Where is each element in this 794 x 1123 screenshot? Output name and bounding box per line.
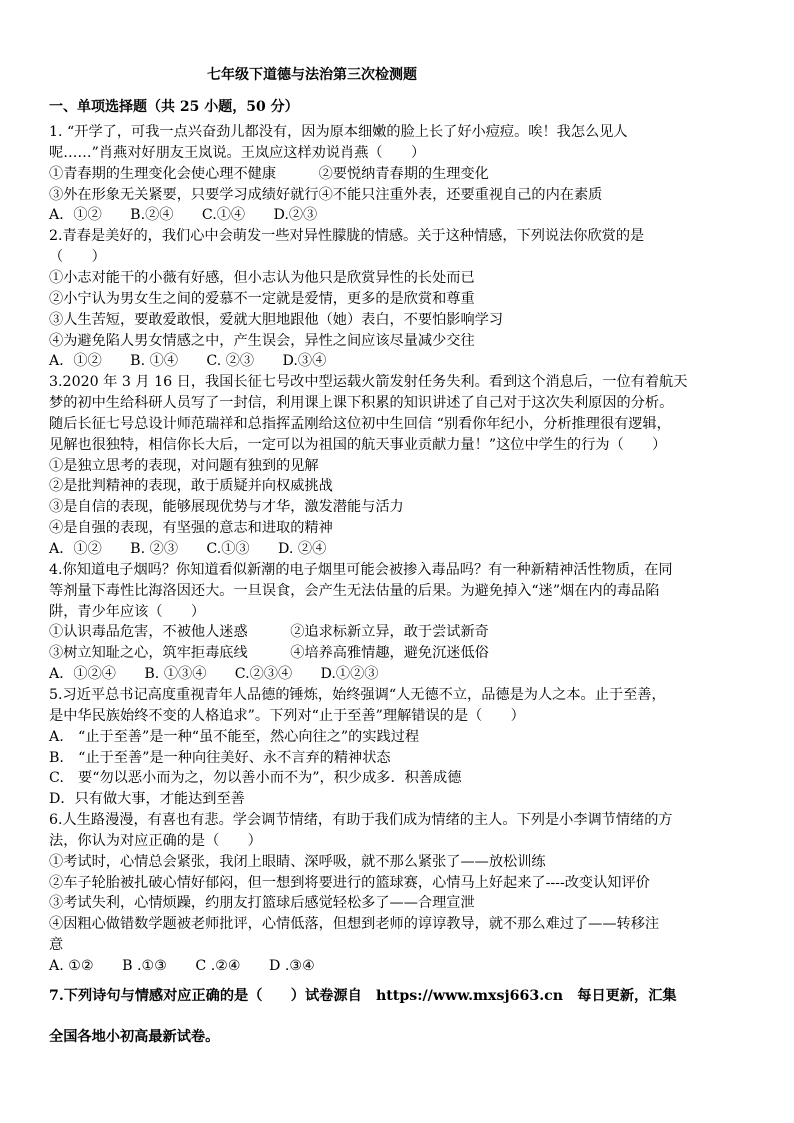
text-line: ①青春期的生理变化会使心理不健康 ②要悦纳青春期的生理变化 bbox=[49, 165, 489, 182]
text-line: A．①②④ B. ①③④ C.②③④ D.①②③ bbox=[49, 666, 379, 683]
text-line: D．只有做大事，才能达到至善 bbox=[49, 791, 245, 808]
text-line: ②是批判精神的表现，敢于质疑并向权威挑战 bbox=[49, 478, 333, 495]
text-line: ③外在形象无关紧要，只要学习成绩好就行④不能只注重外表，还要重视自己的内在素质 bbox=[49, 186, 603, 203]
text-line: ③考试失利，心情烦躁，约朋友打篮球后感觉轻松多了——合理宣泄 bbox=[49, 895, 475, 912]
text-line: ③树立知耻之心，筑牢拒毒底线 ④培养高雅情趣，避免沉迷低俗 bbox=[49, 645, 489, 662]
text-line: ②小宁认为男女生之间的爱慕不一定就是爱情，更多的是欣赏和尊重 bbox=[49, 290, 475, 307]
text-line: 阱，青少年应该（ ） bbox=[49, 603, 206, 620]
text-line: 见解也很独特，相信你长大后，一定可以为祖国的航天事业贡献力量！”这位中学生的行为（ ） bbox=[49, 436, 667, 453]
text-line: A. ①② B .①③ C .②④ D .③④ bbox=[49, 958, 315, 974]
text-line: 6.人生路漫漫，有喜也有悲。学会调节情绪，有助于我们成为情绪的主人。下列是小李调节情绪的方 bbox=[49, 812, 673, 829]
text-line: 1. “开学了，可我一点兴奋劲儿都没有，因为原本细嫩的脸上长了好小痘痘。唉！我怎么见人 bbox=[49, 124, 628, 140]
text-line: A．①② B.②④ C.①④ D.②③ bbox=[49, 207, 318, 224]
text-line: （ ） bbox=[49, 249, 106, 266]
text-line: ②车子轮胎被扎破心情好郁闷，但一想到将要进行的篮球赛，心情马上好起来了----改变认知评价 bbox=[49, 874, 650, 891]
section-heading: 一、单项选择题（共 25 小题，50 分） bbox=[49, 99, 299, 115]
text-line: 意 bbox=[49, 937, 64, 954]
text-line: ③是自信的表现，能够展现优势与才华，激发潜能与活力 bbox=[49, 499, 404, 516]
text-line: 2.青春是美好的，我们心中会萌发一些对异性朦胧的情感。关于这种情感，下列说法你欣赏的是 bbox=[49, 228, 645, 245]
text-line: A. “止于至善”是一种“虽不能至，然心向往之”的实践过程 bbox=[49, 728, 420, 745]
question-7-line: 7.下列诗句与情感对应正确的是（ ）试卷源自 https://www.mxsj663.cn 每日更新，汇集 bbox=[49, 988, 677, 1004]
text-line: ③人生苦短，要敢爱敢恨，爱就大胆地跟他（她）表白，不要怕影响学习 bbox=[49, 311, 504, 328]
text-line: ④为避免陷人男女情感之中，产生误会，异性之间应该尽量减少交往 bbox=[49, 332, 475, 349]
text-line: 3.2020 年 3 月 16 日，我国长征七号改中型运载火箭发射任务失利。看到这个消息后，一位有着航天 bbox=[49, 374, 688, 391]
footer-text: 全国各地小初高最新试卷。 bbox=[49, 1029, 220, 1045]
text-line: 4.你知道电子烟吗？你知道看似新潮的电子烟里可能会被掺入毒品吗？有一种新精神活性物质，在同 bbox=[49, 561, 673, 578]
text-line: 等剂量下毒性比海洛因还大。一旦误食，会产生无法估量的后果。为避免掉入“迷”烟在内的毒品陷 bbox=[49, 582, 660, 599]
text-line: 梦的初中生给科研人员写了一封信，利用课上课下积累的知识讲述了自己对于这次失利原因的分析。 bbox=[49, 395, 674, 412]
text-line: ①认识毒品危害，不被他人迷惑 ②追求标新立异，敢于尝试新奇 bbox=[49, 624, 489, 641]
text-line: 5.习近平总书记高度重视青年人品德的锤炼，始终强调“人无德不立，品德是为人之本。止于至善， bbox=[49, 686, 666, 703]
text-line: A．①② B. ②③ C.①③ D. ②④ bbox=[49, 541, 327, 557]
page-title: 七年级下道德与法治第三次检测题 bbox=[207, 67, 417, 83]
text-line: ④因粗心做错数学题被老师批评，心情低落，但想到老师的谆谆教导，就不那么难过了——转移注 bbox=[49, 916, 660, 933]
text-line: ①小志对能干的小薇有好感，但小志认为他只是欣赏异性的长处而已 bbox=[49, 269, 475, 286]
text-line: 随后长征七号总设计师范瑞祥和总指挥孟刚给这位初中生回信 “别看你年纪小，分析推理很有逻辑， bbox=[49, 415, 671, 432]
text-line: 是中华民族始终不变的人格追求”。下列对“止于至善”理解错误的是（ ） bbox=[49, 707, 525, 724]
text-line: ①考试时，心情总会紧张，我闭上眼睛、深呼吸，就不那么紧张了——放松训练 bbox=[49, 853, 546, 870]
text-line: C. 要“勿以恶小而为之，勿以善小而不为”，积少成多．积善成德 bbox=[49, 770, 462, 787]
text-line: 呢……”肖燕对好朋友王岚说。王岚应这样劝说肖燕（ ） bbox=[49, 144, 426, 161]
text-line: ④是自强的表现，有坚强的意志和进取的精神 bbox=[49, 520, 333, 537]
text-line: 法，你认为对应正确的是（ ） bbox=[49, 832, 262, 849]
text-line: B. “止于至善”是一种向往美好、永不言弃的精神状态 bbox=[49, 749, 391, 766]
text-line: A．①② B. ①④ C. ②③ D.③④ bbox=[49, 353, 327, 370]
text-line: ①是独立思考的表现，对问题有独到的见解 bbox=[49, 457, 319, 474]
